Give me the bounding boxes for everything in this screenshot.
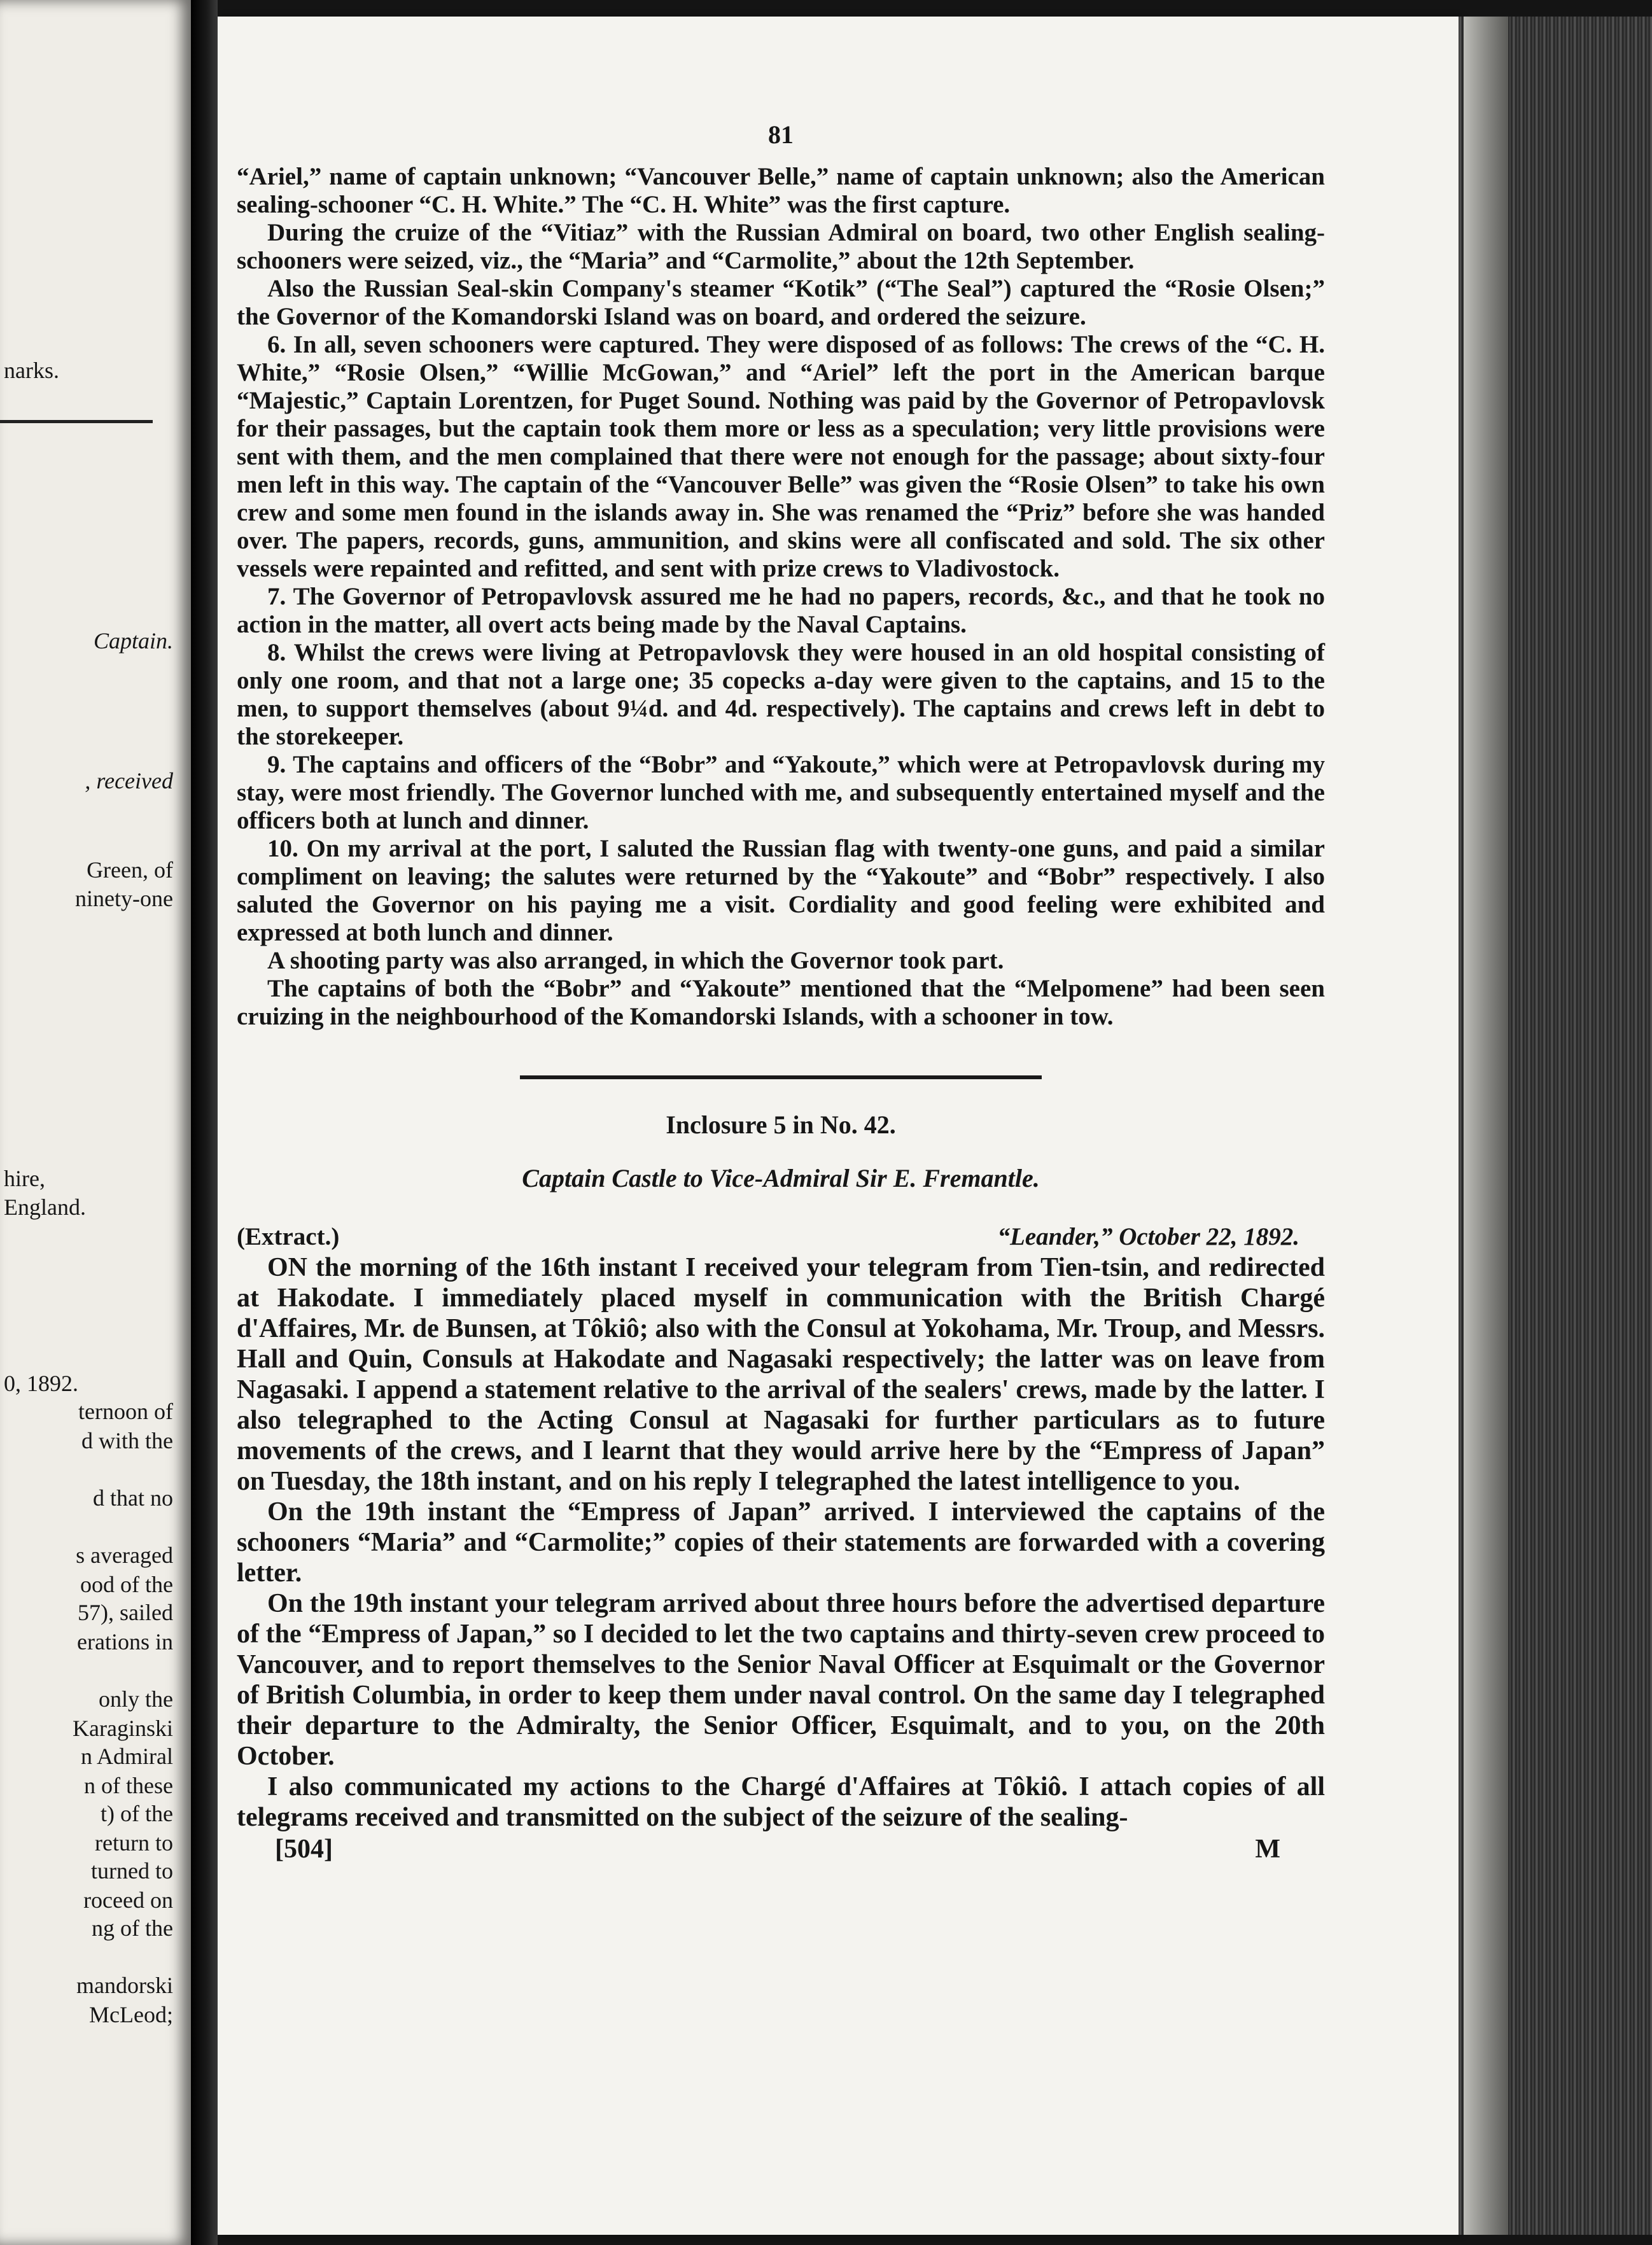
letter-paragraph: ON the morning of the 16th instant I received your telegram from Tien-tsin, and redirected at Hakodate. I immediately placed myself in communication with the British Chargé d'Affaires, Mr. de Bunsen, at Tôkiô; also with the Consul at Yokohama, Mr. Troup, and Messrs. Hall and Quin, Consuls at Hakodate and Nagasaki respectively; the latter was on leave from Nagasaki. I append a statement relative to the arrival of the sealers' crews, made by the latter. I also telegraphed to the Acting Consul at Nagasaki for further particulars as to future movements of the crews, and I learnt that they would arrive here by the “Empress of Japan” on Tuesday, the 18th instant, and on his reply I telegraphed the latest intelligence to you.	[237, 1253, 1325, 1496]
facing-page-text-fragment: t) of the	[101, 1801, 173, 1826]
facing-page-text-fragment: d that no	[93, 1485, 173, 1511]
facing-page-text-fragment: Captain.	[93, 628, 173, 654]
facing-page-text-fragment: hire,	[4, 1166, 45, 1191]
section-rule	[520, 1075, 1042, 1079]
extract-label: (Extract.)	[237, 1223, 340, 1250]
facing-page-text-fragment: 0, 1892.	[4, 1371, 78, 1396]
page-footer	[237, 1835, 1325, 1867]
facing-page-rule	[0, 420, 153, 423]
facing-page-text-fragment: n Admiral	[81, 1744, 173, 1769]
facing-page-fragment	[0, 0, 191, 2245]
inclosure-heading: Inclosure 5 in No. 42.	[666, 1110, 896, 1139]
facing-page-text-fragment: turned to	[91, 1858, 173, 1884]
footer-signature-number: [504]	[275, 1835, 333, 1864]
body-paragraph: The captains of both the “Bobr” and “Yakoute” mentioned that the “Melpomene” had been seen cruizing in the neighbourhood of the Komandorski Islands, with a schooner in tow.	[237, 975, 1325, 1030]
book-page-edges	[1459, 17, 1652, 2235]
body-paragraph: 9. The captains and officers of the “Bobr” and “Yakoute,” which were at Petropavlovsk during my stay, were most friendly. The Governor lunched with me, and subsequently entertained myself and the officers both at lunch and dinner.	[237, 751, 1325, 834]
facing-page-text-fragment: ng of the	[92, 1915, 173, 1941]
extract-dateline	[237, 1223, 1325, 1252]
facing-page-text-fragment: erations in	[77, 1629, 173, 1654]
body-paragraph: 7. The Governor of Petropavlovsk assured me he had no papers, records, &c., and that he took no action in the matter, all overt acts being made by the Naval Captains.	[237, 583, 1325, 638]
body-paragraph: 8. Whilst the crews were living at Petropavlovsk they were housed in an old hospital consisting of only one room, and that not a large one; 35 copecks a-day were given to the captains, and 15 to the men, to support themselves (about 9¼d. and 4d. respectively). The captains and crews left in debt to the storekeeper.	[237, 639, 1325, 750]
body-paragraph: 10. On my arrival at the port, I saluted the Russian flag with twenty-one guns, and paid a similar compliment on leaving; the salutes were returned by the “Yakoute” and “Bobr” respectively. I also saluted the Governor on his paying me a visit. Cordiality and good feeling were exhibited and expressed at both lunch and dinner.	[237, 835, 1325, 946]
facing-page-text-fragment: d with the	[81, 1428, 173, 1453]
facing-page-text-fragment: n of these	[84, 1773, 173, 1798]
document-page	[218, 17, 1459, 2235]
facing-page-text-fragment: roceed on	[83, 1887, 173, 1913]
facing-page-text-fragment: , received	[85, 768, 173, 794]
letter-paragraph: I also communicated my actions to the Chargé d'Affaires at Tôkiô. I attach copies of all telegrams received and transmitted on the subject of the seizure of the sealing-	[237, 1772, 1325, 1832]
facing-page-text-fragment: ternoon of	[78, 1399, 173, 1424]
body-paragraph: During the cruize of the “Vitiaz” with the Russian Admiral on board, two other English sealing-schooners were seized, viz., the “Maria” and “Carmolite,” about the 12th September.	[237, 219, 1325, 274]
letter-dateline: “Leander,” October 22, 1892.	[997, 1223, 1299, 1250]
facing-page-text-fragment: ninety-one	[75, 886, 173, 911]
facing-page-text-fragment: Karaginski	[73, 1716, 173, 1741]
facing-page-text-fragment: Green, of	[87, 857, 173, 883]
body-paragraph: 6. In all, seven schooners were captured. They were disposed of as follows: The crews of the “C. H. White,” “Rosie Olsen,” “Willie McGowan,” and “Ariel” left the port in the American barque “Majestic,” Captain Lorentzen, for Puget Sound. Nothing was paid by the Governor of Petropavlovsk for their passages, but the captain took them more or less as a speculation; very little provisions were sent with them, and the men complained that there were not enough for the passage; about sixty-four men left in this way. The captain of the “Vancouver Belle” was given the “Rosie Olsen” to take his own crew and some men found in the islands away in. She was renamed the “Priz” before she was handed over. The papers, records, guns, ammunition, and skins were all confiscated and sold. The six other vessels were repainted and refitted, and sent with prize crews to Vladivostock.	[237, 331, 1325, 582]
facing-page-text-fragment: McLeod;	[89, 2002, 173, 2027]
body-paragraph: A shooting party was also arranged, in which the Governor took part.	[267, 947, 1004, 974]
book-gutter	[191, 0, 218, 2245]
page-content	[237, 121, 1325, 1867]
body-paragraph: Also the Russian Seal-skin Company's steamer “Kotik” (“The Seal”) captured the “Rosie Olsen;” the Governor of the Komandorski Island was on board, and ordered the seizure.	[237, 275, 1325, 330]
footer-signature-mark: M	[1255, 1835, 1280, 1864]
letter-text	[237, 1252, 1325, 1833]
main-text	[237, 163, 1325, 1031]
facing-page-text-fragment: ood of the	[80, 1572, 173, 1597]
letter-paragraph: On the 19th instant your telegram arrived about three hours before the advertised departure of the “Empress of Japan,” so I decided to let the two captains and thirty-seven crew proceed to Vancouver, and to report themselves to the Senior Naval Officer at Esquimalt or the Governor of British Columbia, in order to keep them under naval control. On the same day I telegraphed their departure to the Admiralty, the Senior Officer, Esquimalt, and to you, on the 20th October.	[237, 1589, 1325, 1771]
facing-page-text-fragment: only the	[99, 1686, 173, 1712]
facing-page-text-fragment: return to	[95, 1830, 173, 1856]
page-edge-strip	[1464, 17, 1508, 2235]
body-paragraph: “Ariel,” name of captain unknown; “Vancouver Belle,” name of captain unknown; also the American sealing-schooner “C. H. White.” The “C. H. White” was the first capture.	[237, 163, 1325, 218]
letter-heading: Captain Castle to Vice-Admiral Sir E. Fremantle.	[522, 1164, 1040, 1192]
page-number: 81	[768, 120, 794, 149]
facing-page-text-fragment: mandorski	[76, 1973, 173, 1998]
facing-page-text-fragment: s averaged	[76, 1542, 173, 1568]
facing-page-text-fragment: narks.	[4, 358, 59, 383]
facing-page-text-fragment: 57), sailed	[78, 1600, 173, 1625]
letter-paragraph: On the 19th instant the “Empress of Japan” arrived. I interviewed the captains of the schooners “Maria” and “Carmolite;” copies of their statements are forwarded with a covering letter.	[237, 1497, 1325, 1588]
facing-page-text-fragment: England.	[4, 1194, 86, 1220]
